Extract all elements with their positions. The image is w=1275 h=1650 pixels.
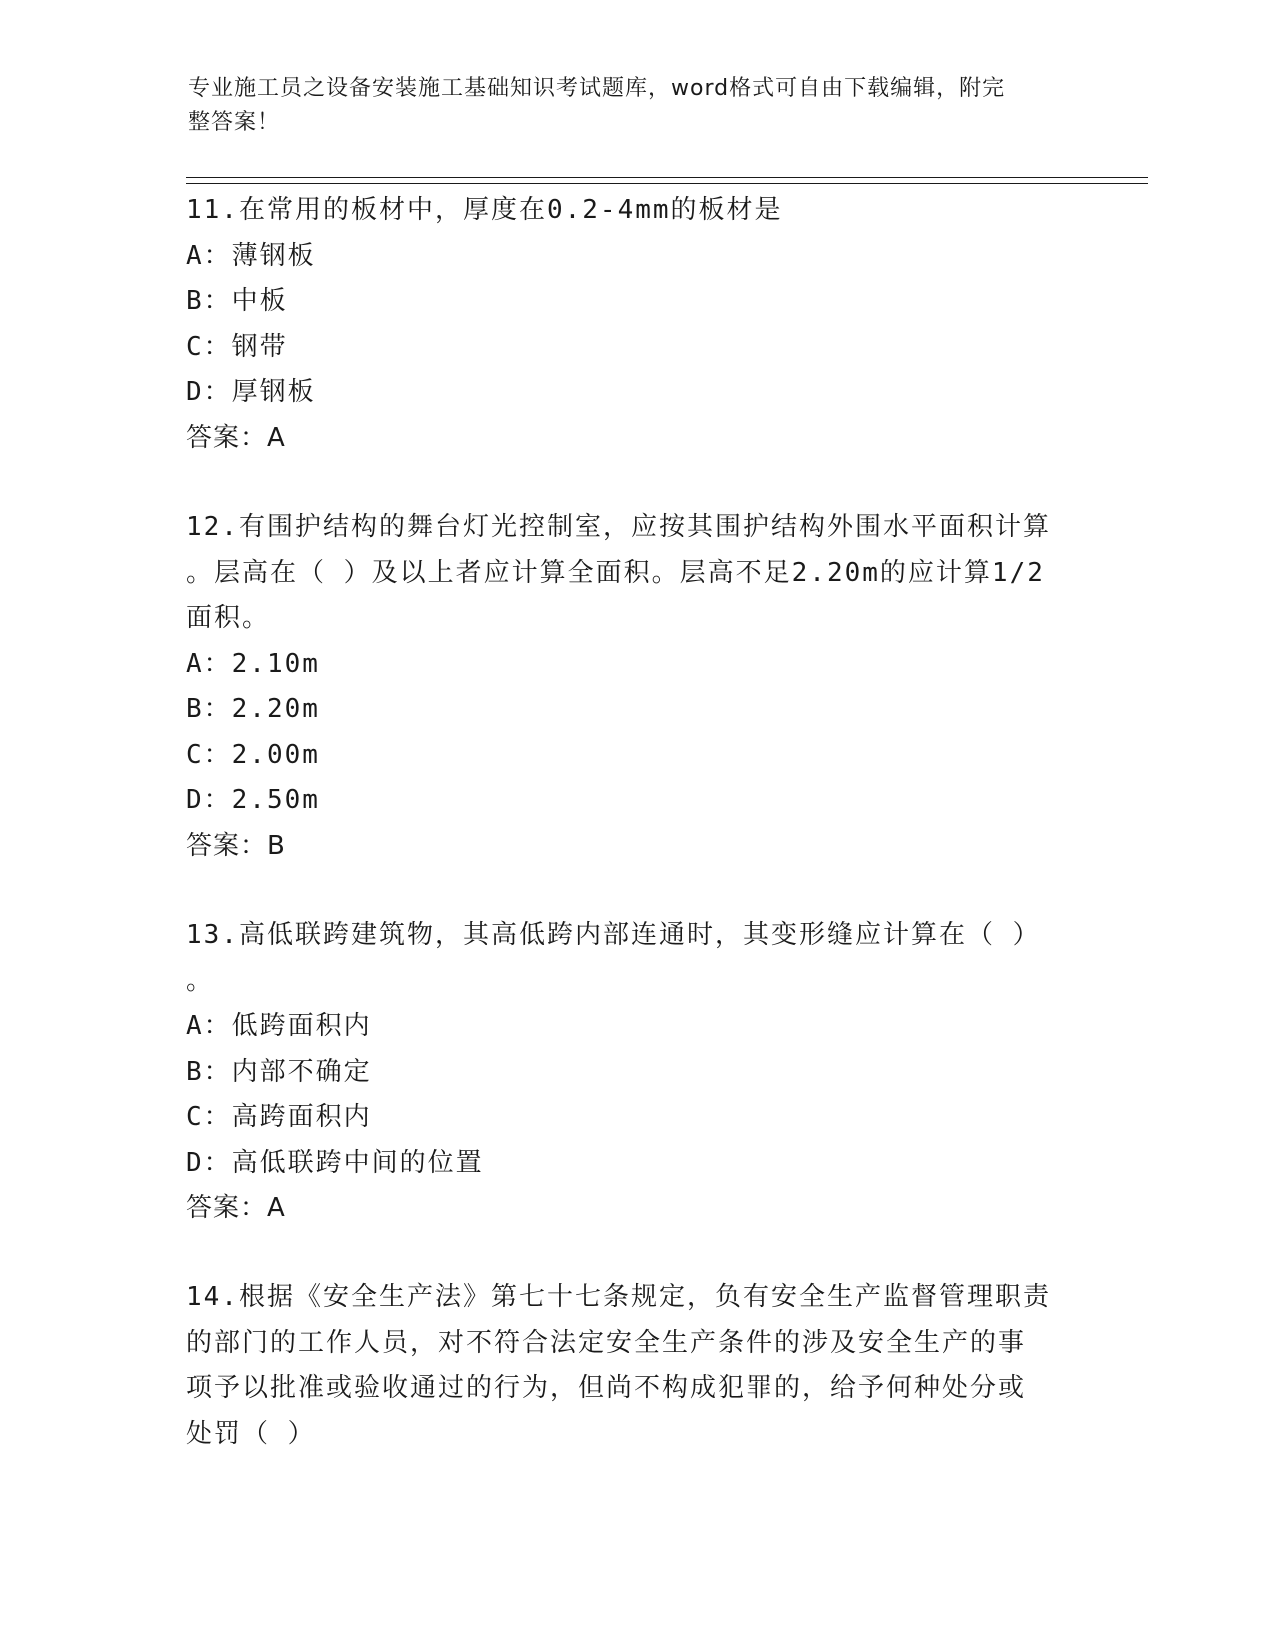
option-a: A：2.10m (186, 648, 320, 679)
document-header (188, 72, 1068, 140)
question-stem: 11.在常用的板材中，厚度在0.2-4mm的板材是 (186, 195, 783, 225)
question-11 (186, 188, 1086, 461)
option-a: A：低跨面积内 (186, 1011, 372, 1041)
option-d: D：2.50m (186, 785, 320, 815)
question-stem-line-1: 14.根据《安全生产法》第七十七条规定，负有安全生产监督管理职责 (186, 1282, 1051, 1312)
header-line-1: 专业施工员之设备安装施工基础知识考试题库，word格式可自由下载编辑，附完 (188, 76, 1006, 101)
question-stem-line-1: 13.高低联跨建筑物，其高低跨内部连通时，其变形缝应计算在（ ） (186, 920, 1041, 950)
question-stem-line-2: 。 (186, 965, 215, 996)
question-13 (186, 913, 1086, 1232)
header-rule-bottom (186, 183, 1148, 184)
header-line-2: 整答案！ (188, 110, 281, 135)
question-stem-line-3: 面积。 (186, 603, 271, 633)
header-rule-top (186, 177, 1148, 178)
option-c: C：2.00m (186, 739, 320, 770)
answer-line: 答案：A (186, 422, 286, 453)
option-c: C：钢带 (186, 331, 288, 362)
question-stem-line-2: 。层高在（ ）及以上者应计算全面积。层高不足2.20m的应计算1/2 (186, 557, 1045, 588)
question-stem-line-4: 处罚（ ） (186, 1418, 316, 1449)
option-b: B：2.20m (186, 694, 320, 724)
option-d: D：高低联跨中间的位置 (186, 1147, 484, 1178)
answer-line: 答案：B (186, 830, 286, 861)
question-stem-line-3: 项予以批准或验收通过的行为，但尚不构成犯罪的，给予何种处分或 (186, 1373, 1027, 1403)
question-12 (186, 505, 1086, 869)
answer-line: 答案：A (186, 1193, 286, 1223)
option-b: B：中板 (186, 286, 288, 316)
option-a: A：薄钢板 (186, 240, 316, 271)
question-14 (186, 1275, 1086, 1457)
question-stem-line-2: 的部门的工作人员，对不符合法定安全生产条件的涉及安全生产的事 (186, 1327, 1027, 1358)
option-c: C：高跨面积内 (186, 1102, 372, 1132)
option-b: B：内部不确定 (186, 1056, 372, 1087)
option-d: D：厚钢板 (186, 377, 316, 407)
question-stem-line-1: 12.有围护结构的舞台灯光控制室，应按其围护结构外围水平面积计算 (186, 512, 1051, 542)
